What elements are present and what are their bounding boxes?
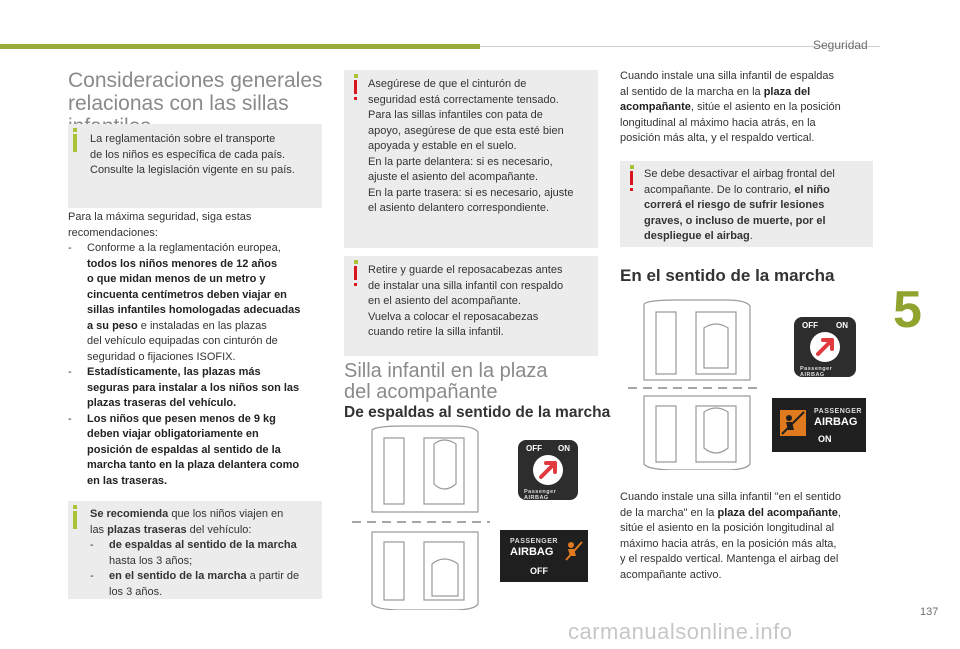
paragraph-bold: plaza del <box>763 85 811 98</box>
warning-line: Para las sillas infantiles con pata de <box>368 109 543 121</box>
airbag-off-icon <box>564 540 584 562</box>
list-item <box>90 569 318 600</box>
indicator-state-label: ON <box>818 434 832 444</box>
note-text: a partir de <box>246 570 300 582</box>
warning-icon <box>354 80 357 94</box>
note-bold: plazas traseras <box>107 523 187 536</box>
note-line: de los niños es específica de cada país. <box>90 148 286 161</box>
item-line-bold: sillas infantiles homologadas adecuadas <box>87 304 301 316</box>
item-bold: a su peso <box>87 319 138 332</box>
item-line-bold: Estadísticamente, las plazas más <box>87 366 261 378</box>
item-line-bold: Los niños que pesen menos de 9 kg <box>87 412 276 425</box>
section-label: Seguridad <box>813 38 868 52</box>
paragraph-text: al sentido de la marcha en la <box>620 85 764 98</box>
note-text: que los niños viajen en <box>168 508 284 520</box>
warning-line: apoyo, asegúrese de que esta esté bien <box>368 124 564 137</box>
warning-line: En la parte delantera: si es necesario, <box>368 155 553 168</box>
note-line: Consulte la legislación vigente en su país. <box>90 164 295 176</box>
indicator-passenger-label: PASSENGER <box>510 538 558 545</box>
note-text: los 3 años. <box>109 585 163 598</box>
switch-off-label: OFF <box>802 321 818 330</box>
warning-icon <box>354 266 357 280</box>
paragraph-bold: acompañante <box>620 101 691 113</box>
paragraph-line: y el respaldo vertical. Mantenga el airbag del <box>620 553 839 565</box>
paragraph-line: Cuando instale una silla infantil de espaldas <box>620 70 835 82</box>
indicator-airbag-label: AIRBAG <box>510 546 554 558</box>
header-accent-bar <box>0 44 480 49</box>
warning-line: Asegúrese de que el cinturón de <box>368 78 527 90</box>
warning-text: . <box>749 230 753 242</box>
warning-line: Se debe desactivar el airbag frontal del <box>644 168 835 180</box>
intro-line: Para la máxima seguridad, siga estas <box>68 211 252 223</box>
paragraph-text: de la marcha" en la <box>620 506 718 519</box>
note-text: las <box>90 523 108 536</box>
section-heading: En el sentido de la marcha <box>620 266 835 285</box>
airbag-on-indicator <box>772 398 866 452</box>
info-icon <box>73 134 77 152</box>
item-line-bold: plazas traseras del vehículo. <box>87 397 237 409</box>
list-item <box>90 538 318 569</box>
rear-facing-instructions <box>620 69 880 147</box>
warning-line: seguridad está correctamente tensado. <box>368 93 559 106</box>
switch-off-label: OFF <box>526 444 542 453</box>
item-line-bold: en las traseras. <box>87 474 168 487</box>
paragraph-line: longitudinal al máximo hacia atrás, en la <box>620 116 816 129</box>
item-line: del vehículo equipadas con cinturón de <box>87 335 278 347</box>
warning-bold: despliegue el airbag <box>644 230 750 242</box>
paragraph-text: , <box>837 506 841 519</box>
list-item <box>68 241 330 365</box>
airbag-off-indicator <box>500 530 588 582</box>
recommendation-list <box>68 241 330 489</box>
note-bold: Se recomienda <box>90 508 169 520</box>
warning-icon <box>630 171 633 185</box>
paragraph-text: , sitúe el asiento en la posición <box>690 101 841 113</box>
switch-on-label: ON <box>836 321 848 330</box>
title-line: relacionas con las sillas <box>68 92 289 115</box>
switch-arc-label: Passenger AIRBAG <box>800 366 833 378</box>
item-line-bold: marcha tanto en la plaza delantera como <box>87 459 300 471</box>
switch-arc-label: Passenger AIRBAG <box>524 489 557 501</box>
warning-line: de instalar una silla infantil con respaldo <box>368 279 564 292</box>
airbag-on-icon <box>780 410 806 436</box>
heading-line: Silla infantil en la plaza <box>344 360 548 382</box>
item-line-bold: cincuenta centímetros deben viajar en <box>87 288 287 301</box>
item-line-bold: o que midan menos de un metro y <box>87 273 266 285</box>
item-text: e instaladas en las plazas <box>137 319 267 332</box>
warning-line: Vuelva a colocar el reposacabezas <box>368 310 539 323</box>
note-line: La reglamentación sobre el transporte <box>90 133 276 145</box>
warning-line: Retire y guarde el reposacabezas antes <box>368 264 563 276</box>
note-text: del vehículo: <box>186 523 252 536</box>
warning-bold: correrá el riesgo de sufrir lesiones <box>644 199 825 211</box>
note-list <box>90 538 318 600</box>
subsection-heading: De espaldas al sentido de la marcha <box>344 404 611 421</box>
warning-bold: graves, o incluso de muerte, por el <box>644 214 826 227</box>
intro-line: recomendaciones: <box>68 226 158 239</box>
note-bold: de espaldas al sentido de la marcha <box>109 539 297 551</box>
airbag-key-switch <box>794 317 856 377</box>
info-icon <box>73 511 77 529</box>
paragraph-line: acompañante activo. <box>620 568 722 581</box>
section-heading <box>344 361 604 403</box>
list-item <box>68 412 330 490</box>
item-line-bold: seguras para instalar a los niños son las <box>87 381 300 394</box>
warning-bold: el niño <box>794 183 830 196</box>
item-line-bold: todos los niños menores de 12 años <box>87 257 278 270</box>
info-note <box>68 501 322 599</box>
note-bold: en el sentido de la marcha <box>109 570 247 582</box>
airbag-key-switch <box>518 440 578 500</box>
warning-note <box>344 70 598 248</box>
info-note <box>68 124 322 208</box>
warning-note <box>344 256 598 356</box>
item-line: seguridad o fijaciones ISOFIX. <box>87 350 236 363</box>
indicator-passenger-label: PASSENGER <box>814 408 862 415</box>
warning-note <box>620 161 873 247</box>
warning-text: acompañante. De lo contrario, <box>644 183 795 196</box>
recommendations <box>68 210 330 489</box>
paragraph-line: posición más alta, y el respaldo vertical. <box>620 132 815 144</box>
warning-line: cuando retire la silla infantil. <box>368 326 504 338</box>
indicator-state-label: OFF <box>530 566 548 576</box>
indicator-airbag-label: AIRBAG <box>814 416 858 428</box>
title-line: Consideraciones generales <box>68 69 323 92</box>
paragraph-bold: plaza del acompañante <box>717 506 838 519</box>
paragraph-line: sitúe el asiento en la posición longitudinal al <box>620 522 835 534</box>
heading-line: del acompañante <box>344 381 498 403</box>
warning-line: En la parte trasera: si es necesario, ajuste <box>368 186 574 199</box>
watermark: carmanualsonline.info <box>568 619 793 644</box>
item-line-bold: deben viajar obligatoriamente en <box>87 428 259 440</box>
item-line: - Conforme a la reglamentación europea, <box>87 242 281 254</box>
note-text: hasta los 3 años; <box>109 554 193 567</box>
warning-line: en el asiento del acompañante. <box>368 295 521 307</box>
paragraph-line: Cuando instale una silla infantil "en el sentido <box>620 491 841 503</box>
forward-facing-instructions <box>620 490 882 583</box>
chapter-number: 5 <box>893 281 922 339</box>
paragraph-line: máximo hacia atrás, en la posición más alta, <box>620 537 837 550</box>
warning-line: apoyada y estable en el suelo. <box>368 140 517 152</box>
switch-on-label: ON <box>558 444 570 453</box>
page-number: 137 <box>920 606 939 618</box>
item-line-bold: posición de espaldas al sentido de la <box>87 443 281 456</box>
warning-line: ajuste el asiento del acompañante. <box>368 171 539 183</box>
list-item <box>68 365 330 412</box>
warning-line: el asiento delantero correspondiente. <box>368 202 550 214</box>
